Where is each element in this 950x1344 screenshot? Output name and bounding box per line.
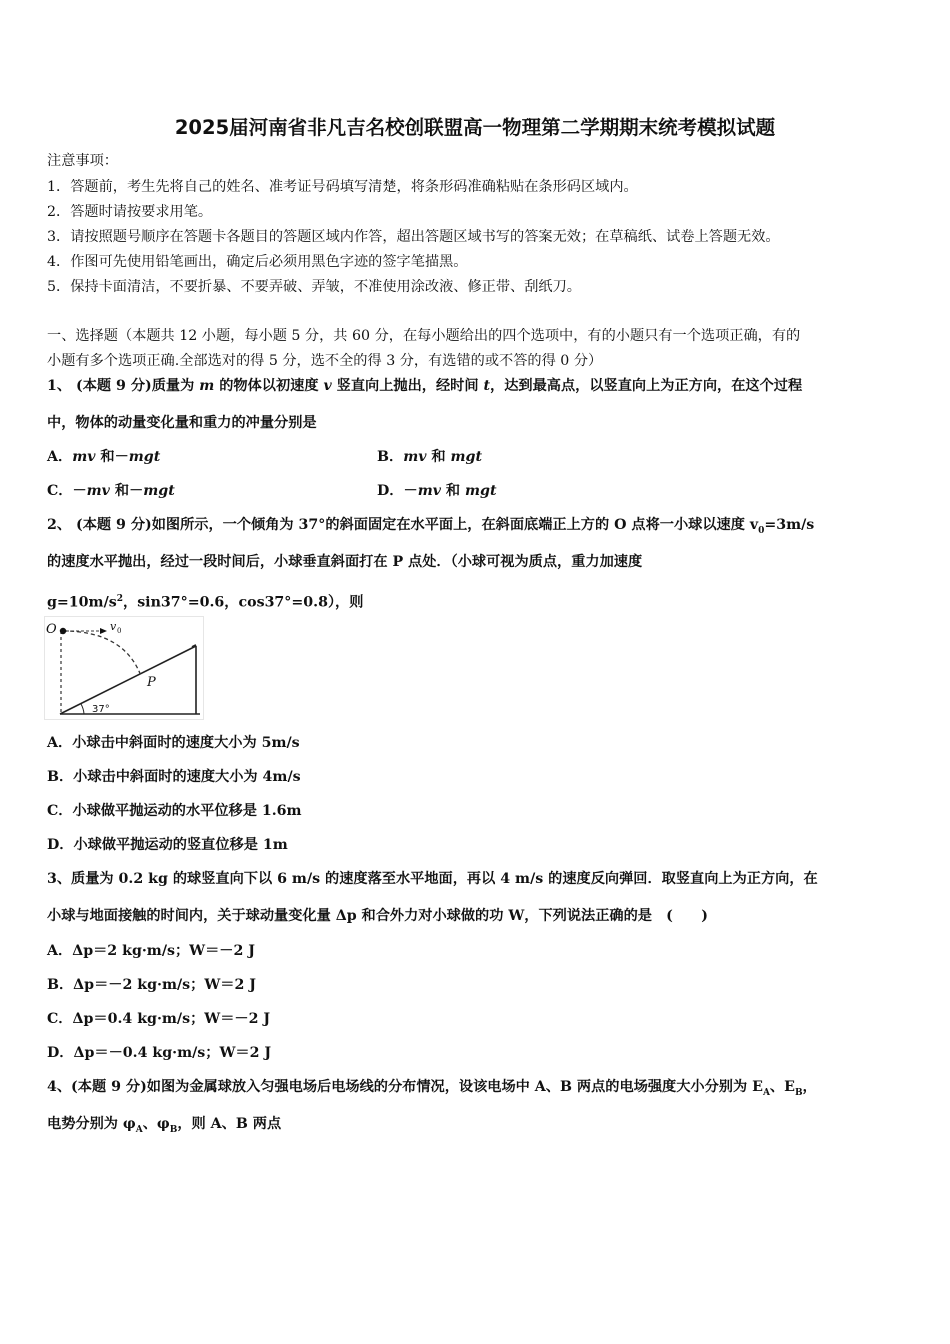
q2-stem-line1: 2、 (本题 9 分)如图所示，一个倾角为 37°的斜面固定在水平面上，在斜面底端正上方的 O 点将一小球以速度 $v_0=3m/s$ <box>47 517 815 536</box>
q1-option-c: C．－mv 和－mgt <box>47 483 175 499</box>
q4-stem-line2: 电势分别为 $\varphi_A$、$\varphi_B$，则 A、B 两点 <box>47 1116 282 1135</box>
q1-option-b: B．mv 和 mgt <box>377 449 483 465</box>
page-title: 2025届河南省非凡吉名校创联盟高一物理第二学期期末统考模拟试题 <box>174 116 776 139</box>
q2-stem-line3: $g=10m/s^2$，sin37°=0.6，cos37°=0.8），则 <box>47 594 364 611</box>
q4-stem-line1: 4、(本题 9 分)如图为金属球放入匀强电场后电场线的分布情况，设该电场中 A、B 两点的电场强度大小分别为 $E_A$、$E_B$， <box>47 1079 817 1098</box>
notice-item: 2．答题时请按要求用笔。 <box>47 204 213 220</box>
section-heading-line1: 一、选择题（本题共 12 小题，每小题 5 分，共 60 分，在每小题给出的四个选项中，有的小题只有一个选项正确，有的 <box>47 328 801 344</box>
incline-diagram <box>44 616 204 720</box>
notice-item: 3．请按照题号顺序在答题卡各题目的答题区域内作答，超出答题区域书写的答案无效；在草稿纸、试卷上答题无效。 <box>47 229 780 245</box>
label-v0-sub: 0 <box>117 627 122 635</box>
q3-option-c: C．Δp＝0.4 kg·m/s；W＝－2 J <box>47 1011 271 1027</box>
q3-stem-line1: 3、质量为 0.2 kg 的球竖直向下以 6 m/s 的速度落至水平地面，再以 4 m/s 的速度反向弹回．取竖直向上为正方向，在 <box>47 871 818 887</box>
label-o: O <box>46 622 57 637</box>
q3-stem-line2: 小球与地面接触的时间内，关于球动量变化量 Δp 和合外力对小球做的功 W，下列说法正确的是 ( ) <box>47 908 708 924</box>
q1-option-d: D．－mv 和 mgt <box>377 483 497 499</box>
ball <box>60 628 66 634</box>
q2-stem-line2: 的速度水平抛出，经过一段时间后，小球垂直斜面打在 P 点处．（小球可视为质点，重力加速度 <box>47 554 643 570</box>
notice-item: 4．作图可先使用铅笔画出，确定后必须用黑色字迹的签字笔描黑。 <box>47 254 468 270</box>
label-p: P <box>147 675 156 690</box>
notice-item: 5．保持卡面清洁，不要折暴、不要弄破、弄皱，不准使用涂改液、修正带、刮纸刀。 <box>47 279 581 295</box>
notice-heading: 注意事项： <box>47 153 118 169</box>
q3-option-d: D．Δp＝－0.4 kg·m/s；W＝2 J <box>47 1045 272 1061</box>
label-v0: v <box>110 620 117 633</box>
q2-option-c: C．小球做平抛运动的水平位移是 1.6m <box>47 803 302 819</box>
q1-stem-line1: 1、 (本题 9 分)质量为 m 的物体以初速度 v 竖直向上抛出，经时间 t，达到最高点，以竖直向上为正方向，在这个过程 <box>47 378 803 394</box>
notice-item: 1．答题前，考生先将自己的姓名、准考证号码填写清楚，将条形码准确粘贴在条形码区域内。 <box>47 179 638 195</box>
label-angle: 37° <box>92 704 110 715</box>
section-heading-line2: 小题有多个选项正确.全部选对的得 5 分，选不全的得 3 分，有选错的或不答的得 0 分） <box>47 353 603 369</box>
q2-option-b: B．小球击中斜面时的速度大小为 4m/s <box>47 769 301 785</box>
q3-option-a: A．Δp＝2 kg·m/s；W＝－2 J <box>47 943 256 959</box>
incline-projectile-figure <box>44 616 204 720</box>
q2-option-a: A．小球击中斜面时的速度大小为 5m/s <box>47 735 300 751</box>
q3-option-b: B．Δp＝－2 kg·m/s；W＝2 J <box>47 977 256 993</box>
q1-stem-line2: 中，物体的动量变化量和重力的冲量分别是 <box>47 415 317 431</box>
q2-option-d: D．小球做平抛运动的竖直位移是 1m <box>47 837 288 853</box>
q1-option-a: A．mv 和－mgt <box>47 449 161 465</box>
